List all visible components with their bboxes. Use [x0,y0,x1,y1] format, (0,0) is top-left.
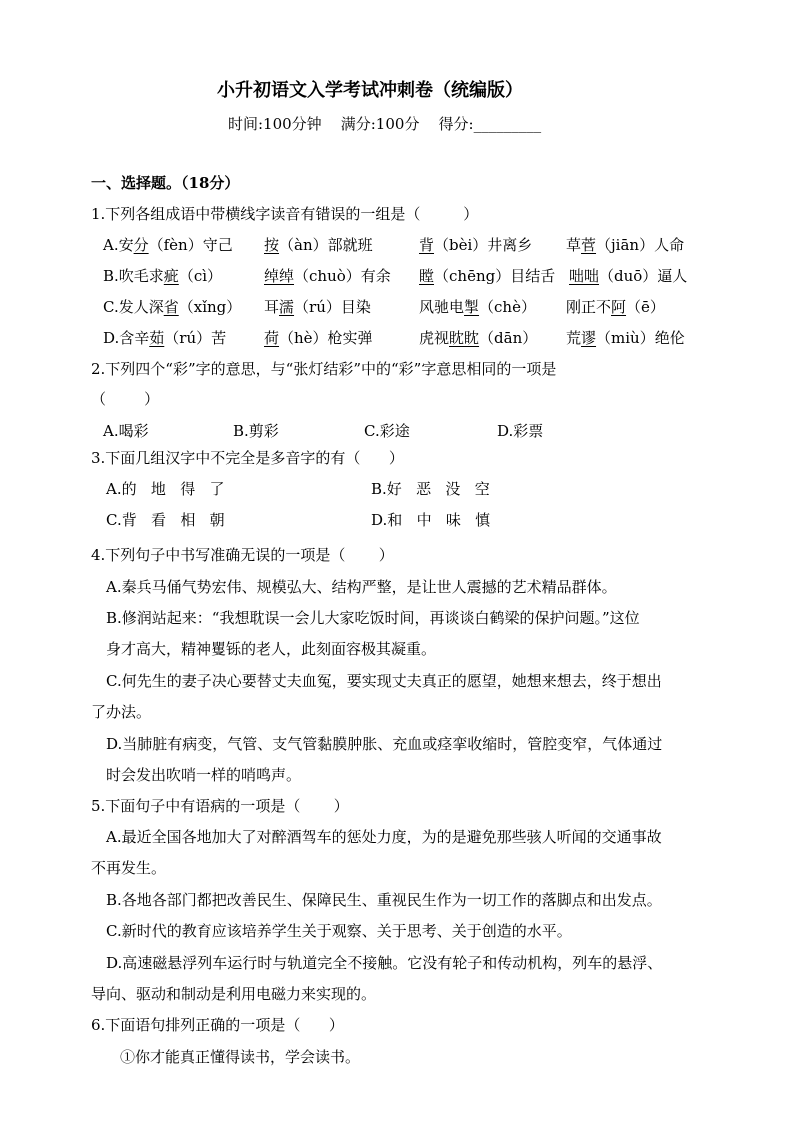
section-heading: 一、选择题。（18分） [91,174,240,192]
q4-option-c-line2: 了办法。 [91,703,152,721]
q5-stem: 5.下面句子中有语病的一项是（ ） [91,797,349,815]
q1-b-item1: B.吹毛求疵（cì） [103,267,223,285]
q1-c-item4: 刚正不阿（ē） [566,298,665,316]
q1-a-item2: 按（àn）部就班 [264,236,373,254]
q4-option-b-line2: 身才高大，精神矍铄的老人，此刻面容极其凝重。 [106,640,437,658]
q1-a-item4: 草菅（jiān）人命 [566,236,685,254]
q1-d-item1: D.含辛茹（rú）苦 [103,329,227,347]
q3-option-c: C.背 看 相 朝 [106,511,225,529]
q4-option-d-line2: 时会发出吹哨一样的哨鸣声。 [106,766,302,784]
q2-option-b: B.剪彩 [233,422,279,440]
q5-option-a-line2: 不再发生。 [91,859,167,877]
q5-option-c: C.新时代的教育应该培养学生关于观察、关于思考、关于创造的水平。 [106,922,572,940]
q3-option-b: B.好 恶 没 空 [371,480,490,498]
q1-b-item2: 绰绰（chuò）有余 [264,267,391,285]
q5-option-d-line1: D.高速磁悬浮列车运行时与轨道完全不接触。它没有轮子和传动机构，列车的悬浮、 [106,954,663,972]
q1-c-item1: C.发人深省（xǐng） [103,298,242,316]
q3-option-d: D.和 中 味 慎 [371,511,491,529]
q1-a-item3: 背（bèi）井离乡 [419,236,533,254]
q4-option-a: A.秦兵马俑气势宏伟、规模弘大、结构严整，是让世人震撼的艺术精品群体。 [106,578,617,596]
q6-sentence-1: ①你才能真正懂得读书，学会读书。 [120,1048,361,1066]
q2-stem: 2.下列四个“彩”字的意思，与“张灯结彩”中的“彩”字意思相同的一项是 [91,360,557,378]
q1-b-item3: 瞠（chēng）目结舌 [419,267,556,285]
q1-d-item4: 荒谬（miù）绝伦 [566,329,685,347]
q1-c-item2: 耳濡（rú）目染 [264,298,371,316]
q2-option-a: A.喝彩 [103,422,149,440]
page-title: 小升初语文入学考试冲刺卷（统编版） [217,80,523,101]
q3-stem: 3.下面几组汉字中不完全是多音字的有（ ） [91,449,404,467]
q1-d-item3: 虎视眈眈（dān） [419,329,538,347]
q2-answer-paren: （ ） [91,390,160,408]
q1-a-item1: A.安分（fèn）守己 [103,236,233,254]
q5-option-a-line1: A.最近全国各地加大了对醉酒驾车的惩处力度，为的是避免那些骇人听闻的交通事故 [106,828,662,846]
q3-option-a: A.的 地 得 了 [106,480,225,498]
q1-stem: 1.下列各组成语中带横线字读音有错误的一组是（ ） [91,205,479,223]
q6-stem: 6.下面语句排列正确的一项是（ ） [91,1016,344,1034]
q2-option-c: C.彩途 [364,422,410,440]
q4-stem: 4.下列句子中书写准确无误的一项是（ ） [91,546,394,564]
exam-info: 时间:100分钟 满分:100分 得分:_________ [228,115,542,133]
q4-option-c-line1: C.何先生的妻子决心要替丈夫血冤，要实现丈夫真正的愿望，她想来想去，终于想出 [106,672,662,690]
q4-option-b-line1: B.修润站起来：“我想耽误一会儿大家吃饭时间，再谈谈白鹤梁的保护问题。”这位 [106,609,640,627]
q4-option-d-line1: D.当肺脏有病变，气管、支气管黏膜肿胀、充血或痉挛收缩时，管腔变窄，气体通过 [106,735,663,753]
q5-option-d-line2: 导向、驱动和制动是利用电磁力来实现的。 [91,985,377,1003]
q1-d-item2: 荷（hè）枪实弹 [264,329,373,347]
q5-option-b: B.各地各部门都把改善民生、保障民生、重视民生作为一切工作的落脚点和出发点。 [106,891,662,909]
q2-option-d: D.彩票 [497,422,544,440]
q1-b-item4: 咄咄（duō）逼人 [569,267,688,285]
q1-c-item3: 风驰电掣（chè） [419,298,536,316]
